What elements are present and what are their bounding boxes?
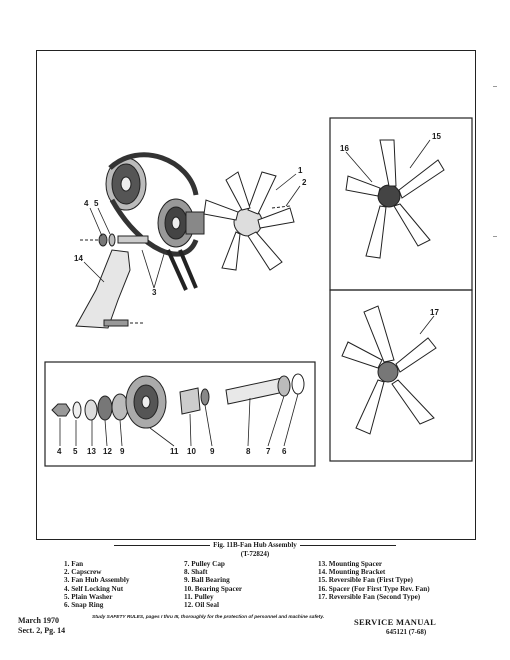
parts-list-item: 14. Mounting Bracket: [318, 568, 386, 577]
callout-exploded-6: 6: [282, 447, 287, 456]
parts-list-item: 8. Shaft: [184, 568, 208, 577]
main-pulley-assembly: [80, 155, 204, 290]
parts-list-column-2: [184, 560, 242, 609]
parts-list-item: 3. Fan Hub Assembly: [64, 576, 130, 585]
callout-exploded-5: 5: [73, 447, 78, 456]
figure-caption: [0, 541, 510, 559]
footer-manual-title: SERVICE MANUAL: [354, 617, 437, 627]
exploded-parts: [52, 374, 304, 428]
first-type-reversible-fan: [346, 140, 444, 258]
footer-safety-note: Study SAFETY RULES, pages I thru III, thoroughly for the protection of personnel and machine safety.: [92, 615, 325, 620]
callout-main-1: 1: [298, 166, 303, 175]
callout-exploded-12: 12: [103, 447, 112, 456]
second-type-reversible-fan: [342, 306, 436, 434]
inset-first-type-frame: [330, 118, 472, 290]
parts-list-item: 4. Self Locking Nut: [64, 584, 124, 593]
parts-list-item: 9. Ball Bearing: [184, 576, 230, 585]
parts-list-item: 13. Mounting Spacer: [318, 560, 383, 568]
parts-list-item: 10. Bearing Spacer: [184, 584, 243, 593]
callout-exploded-9b: 9: [210, 447, 215, 456]
callout-exploded-13: 13: [87, 447, 96, 456]
page-edge-mark: [493, 236, 497, 237]
parts-list-column-1: [64, 560, 130, 609]
parts-list-item: 7. Pulley Cap: [184, 560, 225, 568]
parts-list-item: 16. Spacer (For First Type Rev. Fan): [318, 584, 430, 593]
inset-second-type-frame: [330, 290, 472, 461]
callout-exploded-8: 8: [246, 447, 251, 456]
footer-date: March 1970: [18, 616, 59, 625]
parts-list-item: 2. Capscrew: [64, 568, 102, 577]
callout-exploded-11: 11: [170, 447, 179, 456]
parts-list-item: 12. Oil Seal: [184, 601, 219, 610]
callout-exploded-9a: 9: [120, 447, 125, 456]
callout-inset-16: 16: [340, 144, 349, 153]
parts-list-item: 11. Pulley: [184, 592, 214, 601]
page-edge-mark: [493, 86, 497, 87]
parts-list-item: 17. Reversible Fan (Second Type): [318, 592, 421, 601]
callout-inset-17: 17: [430, 308, 439, 317]
footer-part-number: 645121 (7-68): [386, 628, 427, 636]
footer-section: Sect. 2, Pg. 14: [18, 626, 66, 635]
callout-main-14: 14: [74, 254, 83, 263]
callout-exploded-7: 7: [266, 447, 271, 456]
callout-exploded-10: 10: [187, 447, 196, 456]
callout-main-4: 4: [84, 199, 89, 208]
parts-list-item: 15. Reversible Fan (First Type): [318, 576, 413, 585]
parts-list-item: 1. Fan: [64, 560, 84, 568]
callout-main-3: 3: [152, 288, 157, 297]
callout-inset-15: 15: [432, 132, 441, 141]
callout-main-5: 5: [94, 199, 99, 208]
callout-main-2: 2: [302, 178, 307, 187]
figure-caption-code: (T-72824): [240, 549, 270, 558]
parts-list-item: 5. Plain Washer: [64, 592, 113, 601]
callout-exploded-4: 4: [57, 447, 62, 456]
mounting-bracket: [76, 250, 144, 328]
parts-list-column-3: [318, 560, 430, 601]
parts-list-item: 6. Snap Ring: [64, 601, 104, 610]
figure-caption-title: Fig. 11B-Fan Hub Assembly: [213, 541, 297, 549]
